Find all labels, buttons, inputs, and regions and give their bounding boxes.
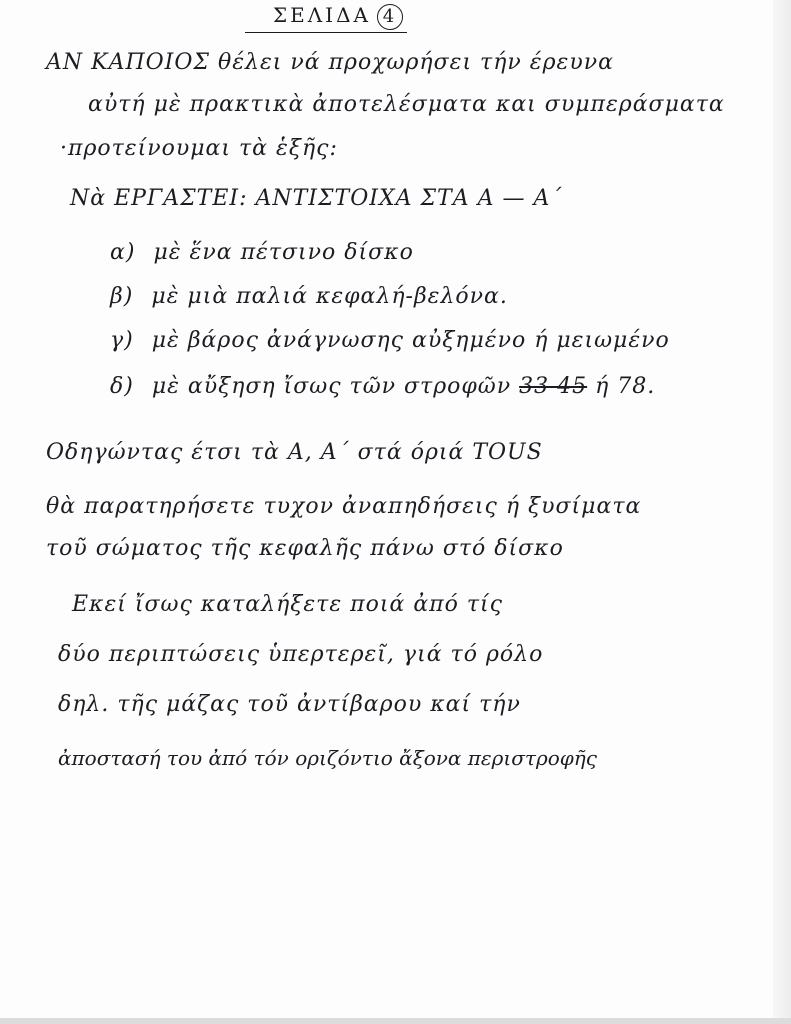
closing-line-1: Οδηγώντας έτσι τὰ Α, Α΄ στά όριά ΤΟUS: [46, 440, 543, 465]
list-item: [110, 240, 414, 265]
list-item-text: μὲ αὔξηση ἴσως τῶν στροφῶν: [151, 374, 512, 399]
list-item: [110, 284, 508, 309]
list-item: [110, 374, 655, 399]
list-item-text: μὲ βάρος ἀνάγνωσης αὐξημένο ή μειωμένο: [151, 328, 670, 353]
page-edge-shadow: [773, 0, 791, 1024]
list-item: [110, 328, 670, 353]
closing-line-6: δηλ. τῆς μάζας τοῦ ἀντίβαρου καί τήν: [58, 692, 521, 717]
list-item-marker: α): [110, 240, 136, 265]
struck-out-text: 33 45: [519, 374, 588, 399]
page-number-circle: 4: [377, 4, 403, 30]
page-bottom-edge: [0, 1018, 791, 1024]
page-header: [245, 3, 407, 33]
list-item-marker: β): [110, 284, 134, 309]
closing-line-7: ἀποστασή του ἀπό τόν οριζόντιο ἄξονα περιστροφῆς: [58, 746, 597, 770]
paragraph-line-4: Νὰ ΕΡΓΑΣΤΕΙ: ΑΝΤΙΣΤΟΙΧΑ ΣΤΑ Α — Α΄: [70, 186, 563, 211]
page-header-title: ΣΕΛΙΔΑ: [273, 3, 371, 27]
list-item-marker: δ): [110, 374, 134, 399]
paragraph-line-1: ΑΝ ΚΑΠΟΙΟΣ θέλει νά προχωρήσει τήν έρευνα: [46, 50, 614, 75]
list-item-marker: γ): [110, 328, 134, 353]
closing-line-5: δύο περιπτώσεις ὑπερτερεῖ, γιά τό ρόλο: [58, 642, 544, 667]
list-item-text: μὲ μιὰ παλιά κεφαλή-βελόνα.: [151, 284, 508, 309]
list-item-text-end: ή 78.: [595, 374, 656, 399]
list-item-text: μὲ ἕνα πέτσινο δίσκο: [153, 240, 414, 265]
closing-line-3: τοῦ σώματος τῆς κεφαλῆς πάνω στό δίσκο: [46, 536, 564, 561]
closing-line-4: Εκεί ἴσως καταλήξετε ποιά ἀπό τίς: [72, 592, 503, 617]
paragraph-line-2: αὐτή μὲ πρακτικὰ ἀποτελέσματα και συμπεράσματα: [88, 92, 725, 117]
closing-line-2: θὰ παρατηρήσετε τυχον ἀναπηδήσεις ή ξυσίματα: [46, 494, 642, 519]
paragraph-line-3: ·προτείνουμαι τὰ ἑξῆς:: [60, 136, 338, 161]
